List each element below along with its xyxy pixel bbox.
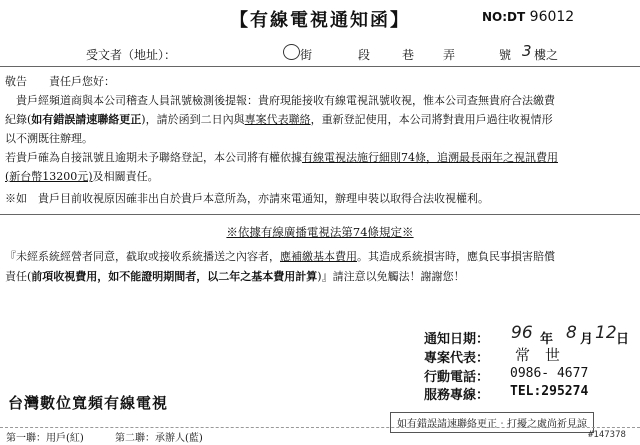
law-article-emphasis: 有線電視法施行細則74條，追溯最長兩年之視訊費用	[302, 151, 558, 164]
address-section: 段	[358, 48, 371, 62]
company-name: 台灣數位寬頻有線電視	[8, 394, 169, 412]
header-divider	[0, 66, 640, 67]
notice-title: 【有線電視通知函】	[230, 10, 410, 31]
paragraph-1-line-1: 貴戶經頻道商與本公司稽查人員訊號檢測後提報：貴府現能接收有線電視訊號收視，惟本公司查無貴府合法繳費	[5, 94, 555, 107]
greeting: 敬告 責任戶您好：	[5, 75, 115, 88]
paragraph-3: ※如 貴戶目前收視原因確非出自於貴戶本意所為，亦請來電通知，辦理申裝以取得合法收視權利。	[5, 192, 489, 205]
notice-month: 8	[566, 323, 577, 343]
address-street: 街	[300, 48, 313, 62]
paragraph-1-line-2: 紀錄(如有錯誤請速聯絡更正)，請於函到二日內與專案代表聯絡，重新登記使用，本公司將對貴用戶過往收視情形	[5, 113, 553, 126]
copy-1-label: 第一聯：用戶(紅)	[6, 433, 84, 444]
service-phone: TEL:295274	[510, 384, 589, 399]
image-watermark: #147378	[588, 430, 626, 440]
rep-name: 常 世	[515, 346, 561, 364]
document-number-value: 96012	[529, 9, 575, 25]
recipient-label: 受文者（地址）：	[86, 48, 177, 62]
address-lane: 巷	[402, 48, 415, 62]
notice-date-label: 通知日期：	[424, 332, 490, 347]
body-divider	[0, 214, 640, 215]
document-number-label: NO:DT	[482, 10, 526, 24]
address-number: 號	[499, 48, 512, 62]
law-quote-line-1: 『未經系統經營者同意，截取或接收系統播送之內容者，應補繳基本費用。其造成系統損害時，應負民事損害賠償	[5, 250, 555, 263]
mobile-number: 0986- 4677	[510, 366, 589, 381]
notice-year: 96	[511, 323, 533, 343]
stamp-circle-icon	[283, 44, 300, 60]
address-alley: 弄	[443, 48, 456, 62]
mobile-label: 行動電話：	[424, 370, 490, 385]
day-unit: 日	[616, 332, 630, 347]
document-number	[482, 9, 574, 25]
notice-day: 12	[595, 323, 617, 343]
contact-rep-emphasis: 專案代表聯絡	[244, 113, 311, 126]
rep-label: 專案代表：	[424, 351, 490, 366]
law-title: ※依據有線廣播電視法第74條規定※	[226, 225, 414, 239]
fee-amount: (新台幣13200元)	[5, 170, 93, 183]
correction-note: 如有錯誤請速聯絡更正	[31, 113, 142, 126]
two-year-fee-emphasis: 前項收視費用，如不能證明期間者，以二年之基本費用計算	[31, 270, 318, 283]
paragraph-2-line-1: 若貴戶確為自接訊號且逾期未予聯絡登記，本公司將有權依據有線電視法施行細則74條，追溯最長兩年之視訊費用	[5, 151, 558, 164]
paragraph-2-line-2: (新台幣13200元)及相關責任。	[5, 170, 159, 183]
address-floor: 樓之	[534, 48, 559, 62]
footer-divider	[0, 427, 640, 428]
year-unit: 年	[540, 332, 554, 347]
address-floor-handwritten: 3	[522, 42, 532, 60]
contact-note-box: 如有錯誤請速聯絡更正‧打擾之處尚祈見諒	[390, 412, 594, 433]
month-unit: 月	[580, 332, 594, 347]
copy-2-label: 第二聯：承辦人(藍)	[115, 433, 203, 444]
paragraph-1-line-3: 以不溯既往辦理。	[5, 132, 93, 145]
base-fee-emphasis: 應補繳基本費用	[280, 250, 357, 263]
law-quote-line-2: 責任(前項收視費用，如不能證明期間者，以二年之基本費用計算)』請注意以免觸法！謝謝您！	[5, 270, 465, 283]
service-label: 服務專線：	[424, 388, 490, 403]
